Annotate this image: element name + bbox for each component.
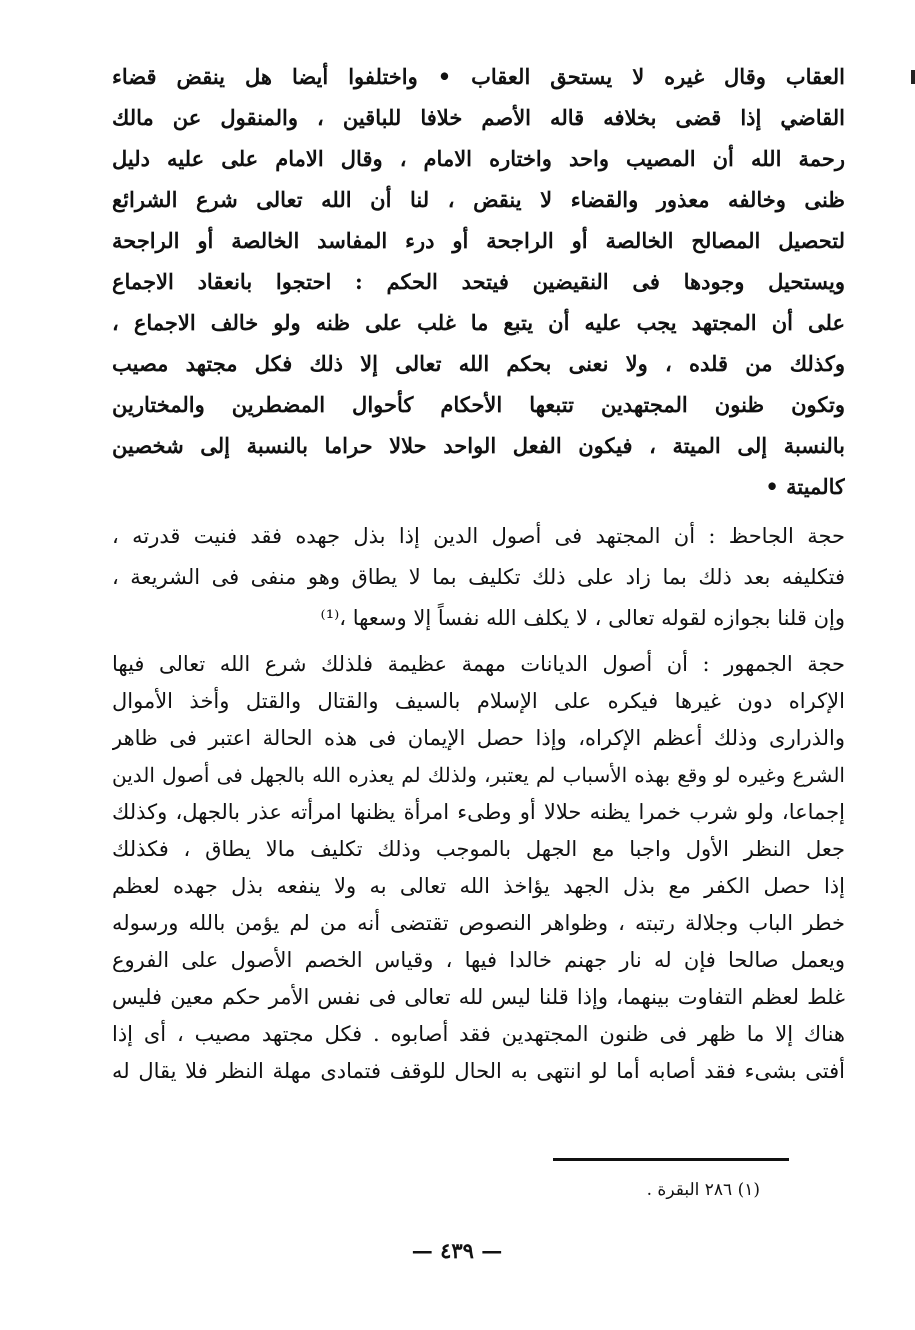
text-line: القاضي إذا قضى بخلافه قاله الأصم خلافا للباقين ، والمنقول عن مالك bbox=[112, 105, 845, 130]
text-line: ويستحيل وجودها فى النقيضين فيتحد الحكم : احتجوا بانعقاد الاجماع bbox=[112, 269, 845, 294]
text-line: فتكليفه بعد ذلك بما زاد على ذلك تكليف بما لا يطاق وهو منفى فى الشريعة ، bbox=[112, 565, 845, 589]
text-line: هناك إلا ما ظهر فى ظنون المجتهدين فقد أصابوه . فكل مجتهد مصيب ، أى إذا bbox=[112, 1022, 845, 1046]
text-line: العقاب وقال غيره لا يستحق العقاب • واختلفوا أيضا هل ينقض قضاء bbox=[112, 64, 845, 89]
text-line: أفتى بشىء فقد أصابه أما لو انتهى به الحال للوقف فتمادى مهلة النظر فلا يقال له bbox=[112, 1059, 845, 1083]
paragraph-3 bbox=[112, 646, 845, 1090]
text-line: وكذلك من قلده ، ولا نعنى بحكم الله تعالى إلا ذلك فكل مجتهد مصيب bbox=[112, 351, 845, 376]
text-line: إذا حصل الكفر مع بذل الجهد يؤاخذ الله تعالى به ولا ينفعه بذل جهده لعظم bbox=[112, 874, 845, 898]
page-edge-mark bbox=[911, 70, 915, 84]
text-line: على أن المجتهد يجب عليه أن يتبع ما غلب على ظنه ولو خالف الاجماع ، bbox=[112, 310, 845, 335]
text-line: حجة الجاحظ : أن المجتهد فى أصول الدين إذا بذل جهده فقد فنيت قدرته ، bbox=[112, 524, 845, 548]
text-line: وإن قلنا بجوازه لقوله تعالى ، لا يكلف الله نفساً إلا وسعها ،⁽¹⁾ bbox=[320, 606, 845, 630]
text-line: لتحصيل المصالح الخالصة أو الراجحة أو درء المفاسد الخالصة أو الراجحة bbox=[112, 228, 845, 253]
text-line: الشرع وغيره لو وقع بهذه الأسباب لم يعتبر، ولذلك لم يعذره الله بالجهل فى أصول الدين bbox=[112, 763, 845, 787]
page-number: — ٤٣٩ — bbox=[411, 1238, 503, 1263]
paragraph-1 bbox=[112, 56, 845, 507]
footnote: (١) ٢٨٦ البقرة . bbox=[646, 1180, 760, 1200]
footnote-divider bbox=[553, 1158, 789, 1161]
text-line: الإكراه دون غيرها فيكره على الإسلام بالسيف والقتال والقتل وأخذ الأموال bbox=[112, 689, 845, 713]
text-line: والذرارى وذلك أعظم الإكراه، وإذا حصل الإيمان فى هذه الحالة اعتبر فى ظاهر bbox=[112, 726, 845, 750]
paragraph-2 bbox=[112, 516, 845, 639]
text-line: وتكون ظنون المجتهدين تتبعها الأحكام كأحوال المضطرين والمختارين bbox=[112, 392, 845, 417]
text-line: بالنسبة إلى الميتة ، فيكون الفعل الواحد حلالا حراما بالنسبة إلى شخصين bbox=[112, 433, 845, 458]
text-line: غلط لعظم التفاوت بينهما، وإذا قلنا ليس لله تعالى فى نفس الأمر حكم معين فليس bbox=[112, 985, 845, 1009]
text-line: إجماعا، ولو شرب خمرا يظنه حلالا أو وطىء امرأة يظنها امرأته عذر بالجهل، وكذلك bbox=[112, 800, 845, 824]
text-line: ويعمل صالحا فإن له نار جهنم خالدا فيها ، وقياس الخصم الأصول على الفروع bbox=[112, 948, 845, 972]
text-line: كالميتة • bbox=[765, 474, 845, 499]
text-line: ظنى وخالفه معذور والقضاء لا ينقض ، لنا أن الله تعالى شرع الشرائع bbox=[112, 187, 845, 212]
text-line: حجة الجمهور : أن أصول الديانات مهمة عظيمة فلذلك شرع الله تعالى فيها bbox=[112, 652, 845, 676]
text-line: خطر الباب وجلالة رتبته ، وظواهر النصوص تقتضى أنه من لم يؤمن بالله ورسوله bbox=[112, 911, 845, 935]
text-line: جعل النظر الأول واجبا مع الجهل بالموجب وذلك تكليف مالا يطاق ، فكذلك bbox=[112, 837, 845, 861]
text-line: رحمة الله أن المصيب واحد واختاره الامام ، وقال الامام على عليه دليل bbox=[112, 146, 845, 171]
